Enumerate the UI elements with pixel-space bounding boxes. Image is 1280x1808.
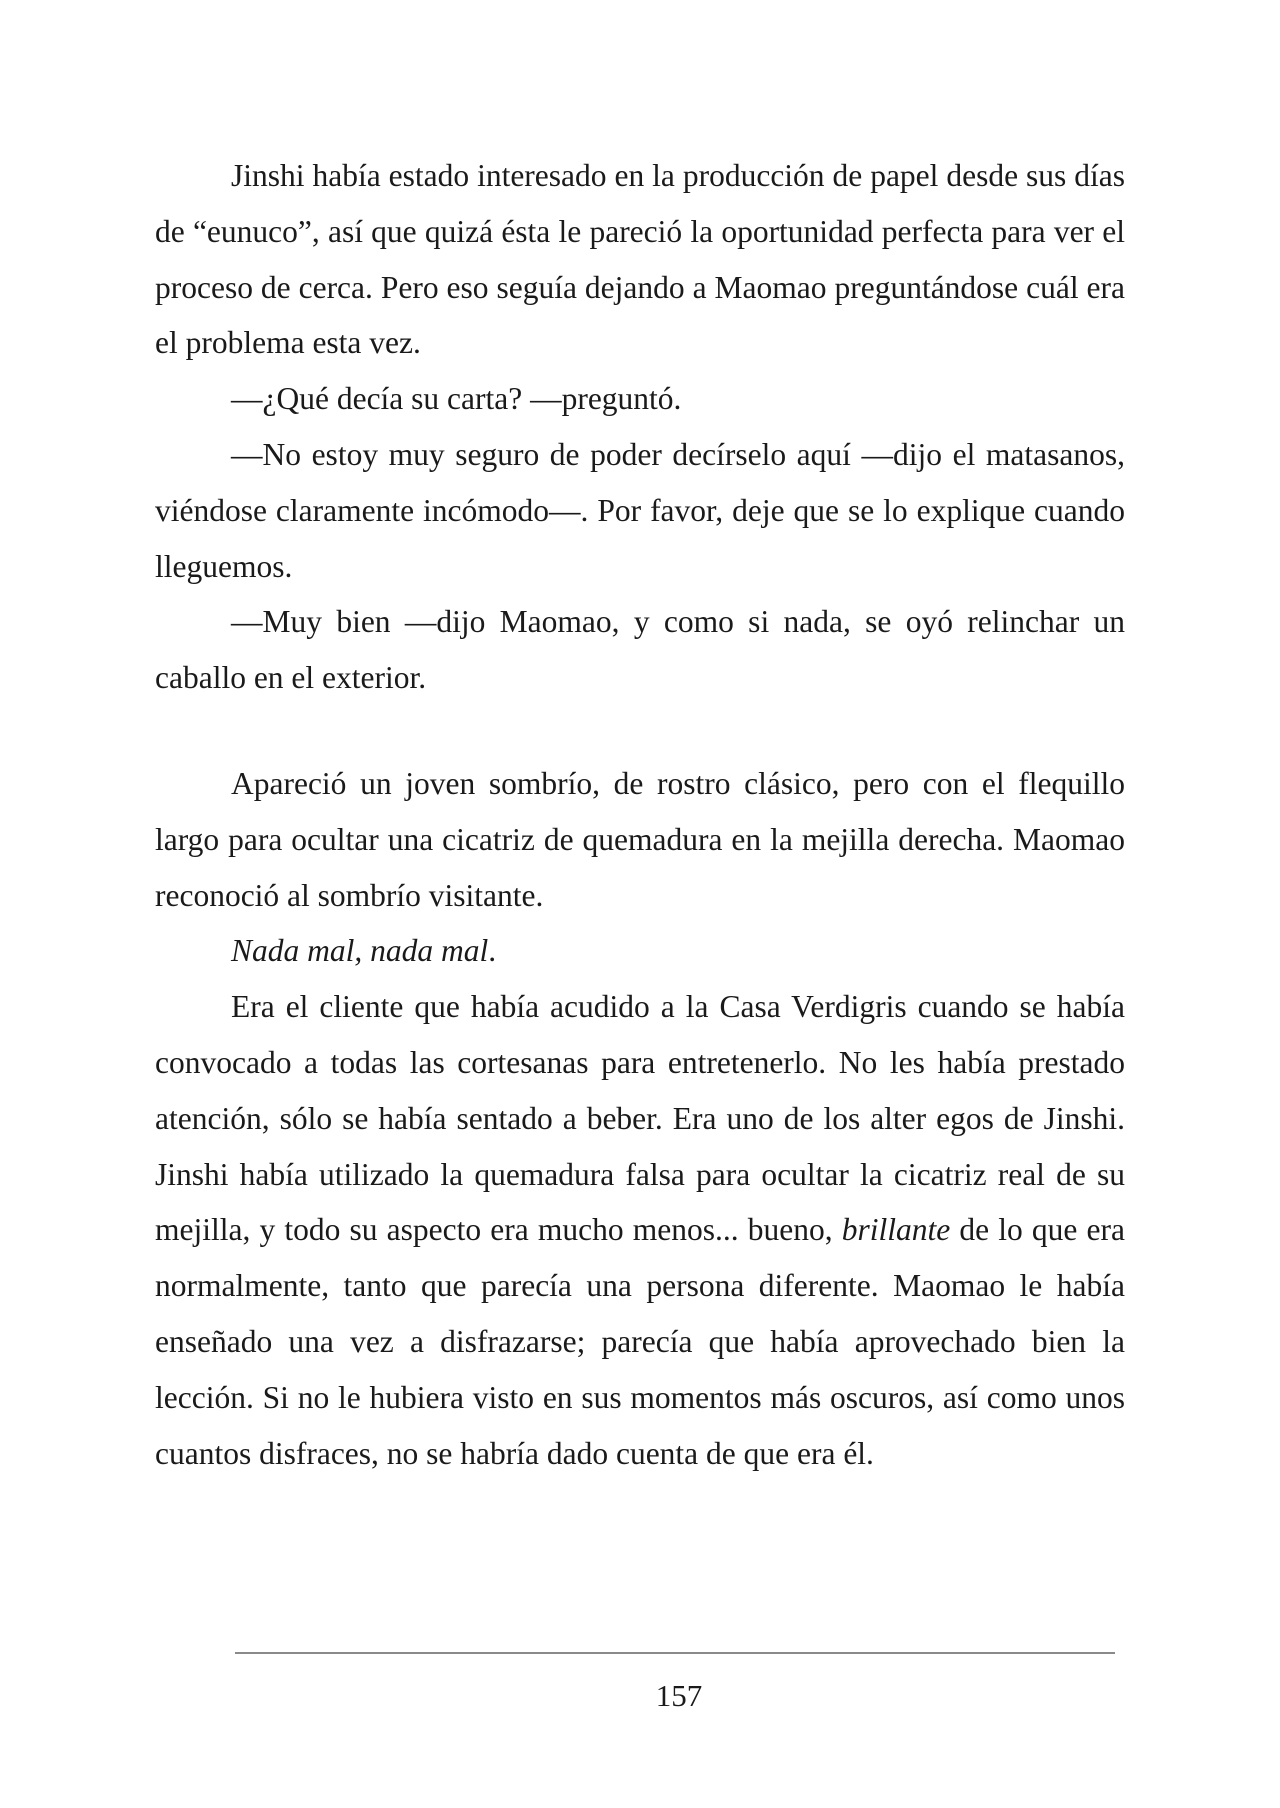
- section-2: [155, 756, 1125, 1481]
- paragraph-7: [155, 979, 1125, 1481]
- paragraph-3: —No estoy muy seguro de poder decírselo aquí —dijo el matasanos, viéndose claramente incómodo—. Por favor, deje que se lo explique cuando lleguemos.: [155, 436, 1125, 584]
- page-number: 157: [655, 1678, 703, 1713]
- paragraph-5: Apareció un joven sombrío, de rostro clásico, pero con el flequillo largo para ocultar una cicatriz de quemadura en la mejilla derecha. Maomao reconoció al sombrío visitante.: [155, 766, 1125, 913]
- paragraph-7-end: de lo que era normalmente, tanto que parecía una persona diferente. Maomao le había enseñado una vez a disfrazarse; parecía que había aprovechado bien la lección. Si no le hubiera visto en sus momentos más oscuros, así como unos cuantos disfraces, no se habría dado cuenta de que era él.: [155, 1212, 1126, 1471]
- paragraph-7-start: Era el cliente que había acudido a la Casa Verdigris cuando se había convocado a todas las cortesanas para entretenerlo. No les había prestado atención, sólo se había sentado a beber. Era uno de los alter egos de Jinshi. Jinshi había utilizado la quemadura falsa para ocultar la cicatriz real de su mejilla, y todo su aspecto era mucho menos... bueno,: [155, 989, 1125, 1248]
- italic-word: brillante: [841, 1212, 951, 1248]
- italic-thought: Nada mal, nada mal: [231, 933, 489, 969]
- paragraph-2: —¿Qué decía su carta? —preguntó.: [231, 381, 682, 417]
- section-1: [155, 148, 1125, 706]
- footer-divider: [235, 1652, 1115, 1654]
- italic-thought-tail: .: [488, 933, 497, 969]
- paragraph-1: Jinshi había estado interesado en la producción de papel desde sus días de “eunuco”, así que quizá ésta le pareció la oportunidad perfecta para ver el proceso de cerca. Pero eso seguía dejando a Maomao preguntándose cuál era el problema esta vez.: [155, 158, 1125, 361]
- paragraph-6: [155, 923, 1125, 979]
- paragraph-4: —Muy bien —dijo Maomao, y como si nada, se oyó relinchar un caballo en el exterior.: [155, 604, 1125, 696]
